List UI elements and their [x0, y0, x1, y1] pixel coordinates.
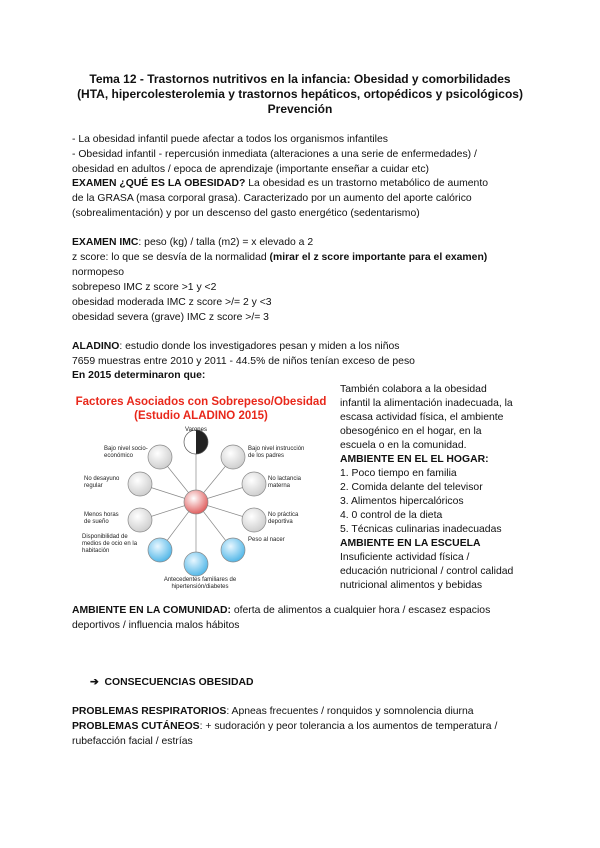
arrow-icon: ➔: [90, 677, 99, 688]
intro-line-2: - Obesidad infantil - repercusión inmediata (alteraciones a una serie de enfermedades) /: [72, 149, 477, 160]
center-node: [184, 490, 208, 514]
zscore-text: z score: lo que se desvía de la normalidad: [72, 252, 270, 263]
problemas-cutaneos-line-2: rubefacción facial / estrías: [72, 736, 193, 747]
right-column: [340, 383, 532, 593]
label-menos-horas: Menos horas de sueño: [84, 512, 119, 525]
consecuencias-heading: [90, 676, 253, 688]
menos-horas-node: [128, 508, 152, 532]
aladino-factors-figure: [70, 394, 332, 592]
comunidad-label: AMBIENTE EN LA COMUNIDAD:: [72, 605, 231, 616]
title-line-3: Prevención: [267, 102, 333, 116]
comunidad-line-1: [72, 604, 490, 618]
comunidad-text: oferta de alimentos a cualquier hora / escasez espacios: [230, 605, 491, 616]
intro-line-1: - La obesidad infantil puede afectar a todos los organismos infantiles: [72, 134, 388, 145]
problemas-respiratorios-text: : Apneas frecuentes / ronquidos y somnolencia diurna: [226, 706, 474, 717]
intro-line-3: obesidad en adultos / epoca de aprendizaje (importante enseñar a cuidar etc): [72, 164, 429, 175]
hogar-item-1: 1. Poco tiempo en familia: [340, 468, 457, 479]
aladino-line-1: [72, 340, 400, 354]
label-disponibilidad: Disponibilidad de medios de ocio en la habitación: [82, 534, 138, 554]
label-no-desayuno: No desayuno regular: [84, 476, 120, 489]
label-bajo-socio: Bajo nivel socio-económico: [104, 446, 148, 459]
hogar-item-2: 2. Comida delante del televisor: [340, 482, 483, 493]
examen-obesidad-line-3: (sobrealimentación) y por un descenso del gasto energético (sedentarismo): [72, 208, 420, 219]
aladino-line-3: En 2015 determinaron que:: [72, 370, 206, 381]
aladino-line-2: 7659 muestras entre 2010 y 2011 - 44.5% de niños tenían exceso de peso: [72, 356, 415, 367]
consecuencias-title: CONSECUENCIAS OBESIDAD: [104, 677, 254, 688]
aladino-label: ALADINO: [72, 341, 120, 352]
label-no-lactancia: No lactancia materna: [268, 476, 302, 489]
examen-obesidad-line-1: [72, 177, 488, 191]
obesidad-moderada-line: obesidad moderada IMC z score >/= 2 y <3: [72, 297, 272, 308]
bajo-socio-node: [148, 445, 172, 469]
label-peso-nacer: Peso al nacer: [248, 537, 285, 543]
aladino-text: : estudio donde los investigadores pesan y miden a los niños: [119, 341, 400, 352]
zscore-bold: (mirar el z score importante para el examen): [269, 252, 488, 263]
escuela-line-1: Insuficiente actividad física /: [340, 552, 470, 563]
label-antecedentes: Antecedentes familiares de hipertensión/diabetes: [163, 577, 237, 590]
imc-text: : peso (kg) / talla (m2) = x elevado a 2: [138, 237, 314, 248]
examen-obesidad-line-2: de la GRASA (masa corporal grasa). Caracterizado por un aumento del aporte calórico: [72, 193, 472, 204]
page-title: [60, 72, 540, 117]
peso-nacer-node: [221, 538, 245, 562]
examen-obesidad-text: La obesidad es un trastorno metabólico de aumento: [245, 178, 488, 189]
hogar-item-3: 3. Alimentos hipercalóricos: [340, 496, 464, 507]
escuela-line-2: educación nutricional / control calidad: [340, 566, 514, 577]
problemas-respiratorios-line: [72, 705, 474, 719]
comunidad-line-2: deportivos / influencia malos hábitos: [72, 620, 240, 631]
right-line-5: escuela o en la comunidad.: [340, 440, 467, 451]
hogar-item-5: 5. Técnicas culinarias inadecuadas: [340, 524, 502, 535]
title-line-2: (HTA, hipercolesterolemia y trastornos hepáticos, ortopédicos y psicológicos): [77, 87, 523, 101]
escuela-line-3: nutricional alimentos y bebidas: [340, 580, 483, 591]
obesidad-severa-line: obesidad severa (grave) IMC z score >/= 3: [72, 312, 269, 323]
examen-obesidad-label: EXAMEN ¿QUÉ ES LA OBESIDAD?: [72, 178, 246, 189]
problemas-cutaneos-line: [72, 720, 497, 734]
escuela-title: AMBIENTE EN LA ESCUELA: [340, 538, 481, 549]
imc-line-1: [72, 236, 313, 250]
figure-title-2: (Estudio ALADINO 2015): [134, 410, 268, 422]
problemas-cutaneos-text: : + sudoración y peor tolerancia a los aumentos de temperatura /: [199, 721, 498, 732]
right-line-4: obesogénico en el hogar, en la: [340, 426, 482, 437]
figure-title-1: Factores Asociados con Sobrepeso/Obesidad: [75, 396, 327, 408]
no-lactancia-node: [242, 472, 266, 496]
normopeso-line: normopeso: [72, 267, 124, 278]
problemas-cutaneos-label: PROBLEMAS CUTÁNEOS: [72, 721, 200, 732]
no-deporte-node: [242, 508, 266, 532]
right-line-1: También colabora a la obesidad: [340, 384, 487, 395]
antecedentes-node: [184, 552, 208, 576]
right-line-3: escasa actividad física, el ambiente: [340, 412, 504, 423]
imc-label: EXAMEN IMC: [72, 237, 139, 248]
no-desayuno-node: [128, 472, 152, 496]
problemas-respiratorios-label: PROBLEMAS RESPIRATORIOS: [72, 706, 227, 717]
right-line-2: infantil la alimentación inadecuada, la: [340, 398, 513, 409]
label-no-deporte: No práctica deportiva: [268, 512, 299, 525]
factors-diagram: [70, 394, 332, 592]
bajo-instruccion-node: [221, 445, 245, 469]
label-bajo-instruccion: Bajo nivel instrucción de los padres: [248, 446, 305, 459]
hogar-title: AMBIENTE EN EL EL HOGAR:: [340, 454, 489, 465]
sobrepeso-line: sobrepeso IMC z score >1 y <2: [72, 282, 217, 293]
zscore-line: [72, 251, 487, 265]
label-varones: Varones: [185, 427, 207, 433]
disponibilidad-node: [148, 538, 172, 562]
hogar-item-4: 4. 0 control de la dieta: [340, 510, 443, 521]
title-line-1: Tema 12 - Trastornos nutritivos en la infancia: Obesidad y comorbilidades: [89, 72, 511, 86]
